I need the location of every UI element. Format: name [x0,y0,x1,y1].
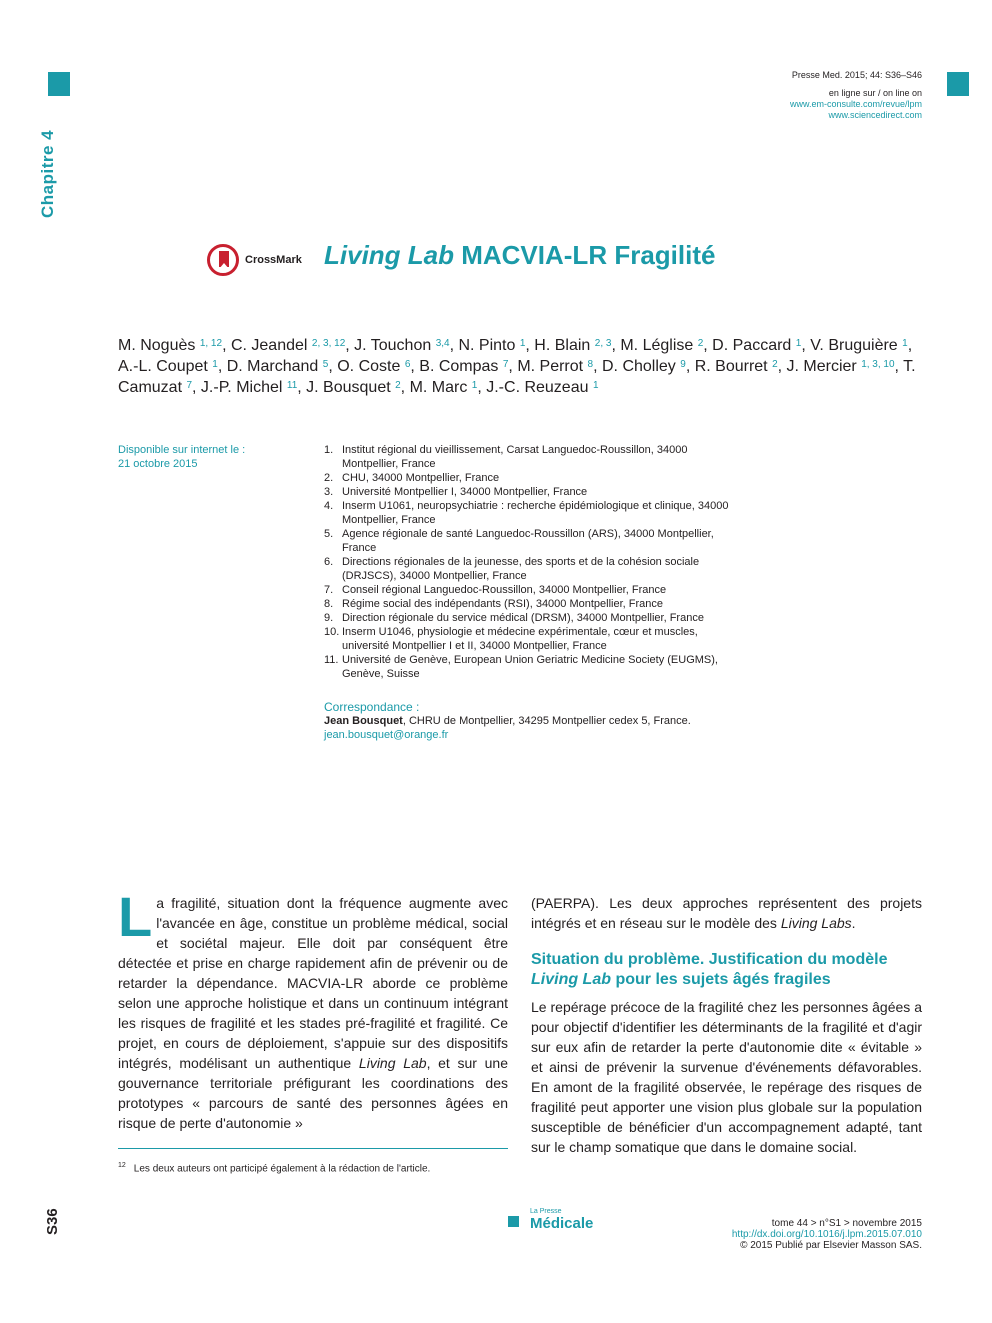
author-name: J. Touchon [354,337,436,354]
section-paragraph: Le repérage précoce de la fragilité chez les personnes âgées a pour objectif d'identifier les déterminants de la fragilité et d'agir sur eux afin de retarder la perte d'autonomie dite « évitable » et ainsi de prévenir la survenue d'événements défavorables. En amont de la fragilité observée, le repérage des risques de fragilité peut apporter une vision plus globale sur la population susceptible de bénéficier d'un accompagnement adapté, tant sur le champ somatique que dans le domaine social. [531,999,922,1155]
author-affiliation-ref: 2, 3, 12 [311,338,346,349]
affiliation-item [324,485,744,499]
footer-info [732,1218,922,1251]
logo-big-text: Médicale [530,1215,594,1232]
crossmark-label: CrossMark [245,254,302,266]
body-column-left [118,885,509,1133]
author-name: M. Léglise [620,337,698,354]
corner-square-left [48,72,70,96]
crossmark-badge[interactable] [205,240,315,282]
author-name: O. Coste [337,358,405,375]
dropcap: L [118,885,153,948]
author-name: M. Marc [409,379,472,396]
author-affiliation-ref: 1 [212,359,218,370]
corner-square-right [947,72,969,96]
author-affiliation-ref: 7 [186,380,193,391]
section-heading [531,950,922,990]
author-affiliation-ref: 1, 3, 10 [861,359,895,370]
author-affiliation-ref: 1 [902,338,908,349]
author [201,379,297,396]
affiliation-text: Agence régionale de santé Languedoc-Roussillon (ARS), 34000 Montpellier, France [342,528,714,554]
author [231,337,345,354]
author [712,337,801,354]
correspondence-address [324,714,691,728]
author [306,379,401,396]
chapter-text: Chapitre 4 [38,129,57,218]
affiliation-text: Régime social des indépendants (RSI), 34000 Montpellier, France [342,598,664,610]
author-affiliation-ref: 6 [404,359,411,370]
author-list: M. Noguès $^{1, 12}$, C. Jeandel $^{2, 3, 12}$, J. Touchon $^{3,4}$, N. Pinto $^1$, H. Blain $^{2, 3}$, M. Léglise $^2$, D. Paccard $^1$, V. Bruguière $^1$, A.-L. Coupet $^1$, D. Marchand $^5$, O. Coste $^6$, B. Compas $^7$, M. Perrot $^8$, D. Cholley $^9$, R. Bourret $^2$, J. Mercier $^{1, 3, 10}$, T. Camuzat $^7$, J.-P. Michel $^{11}$, J. Bousquet $^2$, M. Marc $^1$, J.-C. Reuzeau $^1$ [118,337,916,396]
crossmark-icon [207,244,239,276]
journal-url-sd[interactable]: www.sciencedirect.com [828,110,922,120]
affiliation-item [324,625,744,653]
author-name: M. Noguès [118,337,200,354]
affiliation-text: CHU, 34000 Montpellier, France [342,472,500,484]
affiliation-item [324,583,744,597]
intro-paragraph [118,885,509,1133]
author-name: H. Blain [534,337,595,354]
correspondence-label: Correspondance : [324,700,420,714]
correspondence-name: Jean Bousquet [324,715,403,727]
author [695,358,778,375]
heading-text-b: pour les sujets âgés fragiles [611,971,831,988]
affiliation-item [324,597,744,611]
page-number-text: S36 [44,1208,61,1235]
intro-text-end: , et sur une gouvernance territoriale préfigurant les coordinations des prototypes « parcours de santé des personnes âgées en risque de perte d'autonomie » [118,1055,509,1131]
chapter-label [38,118,78,218]
author-name: V. Bruguière [810,337,903,354]
intro-text: a fragilité, situation dont la fréquence augmente avec l'avancée en âge, constitue un problème médical, social et sociétal majeur. Elle doit par conséquent être détectée et prise en charge rapidement afin de prévenir ou de retarder la dépendance. MACVIA-LR aborde ce problème selon une approche holistique et dans un continuum intégrant les risques de fragilité et les stades pré-fragilité et fragilité. Ce projet, en cours de déploiement, s'appuie sur des dispositifs intégrés, modélisant un authentique [118,895,508,1071]
journal-logo [508,1208,618,1232]
footnote-text: Les deux auteurs ont participé également à la rédaction de l'article. [133,1163,431,1175]
author-name: D. Marchand [226,358,323,375]
affiliation-list [324,443,744,681]
affiliation-item [324,555,744,583]
author-affiliation-ref: 1, 12 [199,338,223,349]
affiliation-text: Institut régional du vieillissement, Carsat Languedoc-Roussillon, 34000 Montpellier, France [342,444,688,470]
author [337,358,410,375]
author-affiliation-ref: 5 [322,359,329,370]
article-title [324,240,715,271]
author-name: D. Paccard [712,337,796,354]
availability-label: Disponible sur internet le : [118,444,246,456]
page-number [44,1203,64,1243]
journal-info [790,70,922,121]
author-name: M. Perrot [517,358,588,375]
author [354,337,449,354]
affiliation-text: Direction régionale du service médical (DRSM), 34000 Montpellier, France [342,612,704,624]
affiliation-item [324,527,744,555]
affiliation-number: 11. [324,654,339,666]
author-name: A.-L. Coupet [118,358,213,375]
author-affiliation-ref: 1 [795,338,802,349]
author-name: R. Bourret [694,358,773,375]
author-affiliation-ref: 3,4 [435,338,450,349]
author-name: D. Cholley [602,358,681,375]
author-affiliation-ref: 1 [519,338,526,349]
paerpa-text: (PAERPA). Les deux approches représentent des projets intégrés et en réseau sur le modèle des [531,895,922,931]
heading-text-a: Situation du problème. Justification du modèle [531,951,888,968]
author-affiliation-ref: 1 [471,380,478,391]
correspondence-street: , CHRU de Montpellier, 34295 Montpellier cedex 5, France. [402,715,691,727]
author-name: J. Mercier [786,358,862,375]
paerpa-italic: Living Labs [780,915,852,931]
affiliation-number: 3. [324,486,334,498]
author [227,358,329,375]
affiliation-item [324,471,744,485]
author-affiliation-ref: 8 [587,359,594,370]
author [118,358,218,375]
author [602,358,686,375]
author-name: J.-C. Reuzeau [486,379,593,396]
logo-square-icon [508,1216,519,1227]
author-name: C. Jeandel [230,337,312,354]
affiliation-number: 10. [324,626,340,638]
affiliation-text: Université de Genève, European Union Geriatric Medicine Society (EUGMS), Genève, Suisse [342,654,718,680]
author-affiliation-ref: 2, 3 [594,338,612,349]
affiliation-number: 8. [324,598,334,610]
affiliation-text: Conseil régional Languedoc-Roussillon, 34000 Montpellier, France [342,584,667,596]
footer-doi[interactable]: http://dx.doi.org/10.1016/j.lpm.2015.07.010 [731,1229,922,1240]
affiliation-number: 9. [324,612,334,624]
affiliation-item [324,443,744,471]
affiliation-number: 2. [324,472,334,484]
paerpa-end: . [851,915,856,931]
footnote-mark: 12 [118,1162,126,1169]
author-name: J.-P. Michel [200,379,287,396]
author [419,358,508,375]
affiliation-number: 4. [324,500,334,512]
logo-small-text: La Presse [530,1208,562,1215]
author-name: N. Pinto [458,337,520,354]
correspondence-email[interactable]: jean.bousquet@orange.fr [324,729,449,741]
affiliation-text: Inserm U1046, physiologie et médecine expérimentale, cœur et muscles, université Montpellier I et II, 34000 Montpellier, France [342,626,698,652]
availability [118,443,245,471]
author [620,337,703,354]
author-affiliation-ref: 7 [502,359,509,370]
author [534,337,611,354]
paerpa-paragraph [531,893,922,933]
author [517,358,593,375]
affiliation-item [324,653,744,681]
affiliation-number: 6. [324,556,334,568]
author-name: T. Camuzat [118,358,916,396]
author [787,358,895,375]
footer-issue: tome 44 > n°S1 > novembre 2015 [771,1218,922,1229]
author [458,337,525,354]
author-affiliation-ref: 9 [680,359,686,370]
affiliation-number: 7. [324,584,334,596]
heading-italic: Living Lab [531,971,611,988]
author-affiliation-ref: 2 [395,380,401,391]
body-column-right [531,893,922,1157]
footnote-divider [118,1148,508,1149]
author [410,379,478,396]
author [486,379,598,396]
author [810,337,907,354]
author-affiliation-ref: 11 [286,380,298,391]
affiliation-item [324,611,744,625]
footer-copyright: © 2015 Publié par Elsevier Masson SAS. [740,1240,922,1251]
affiliation-item [324,499,744,527]
journal-url-em[interactable]: www.em-consulte.com/revue/lpm [789,99,922,109]
affiliation-text: Inserm U1061, neuropsychiatrie : recherche épidémiologique et clinique, 34000 Montpellier, France [342,500,729,526]
intro-italic: Living Lab [358,1055,427,1071]
affiliation-number: 1. [324,444,334,456]
online-label: en ligne sur / on line on [828,88,922,98]
correspondence [324,700,691,742]
author-affiliation-ref: 1 [592,380,599,391]
availability-date: 21 octobre 2015 [118,458,198,470]
author-name: B. Compas [419,358,503,375]
author-affiliation-ref: 2 [697,338,704,349]
author-affiliation-ref: 2 [772,359,778,370]
author [118,337,222,354]
footnote [118,1162,430,1174]
affiliation-number: 5. [324,528,334,540]
journal-citation: Presse Med. 2015; 44: S36–S46 [791,70,922,80]
title-italic: Living Lab [324,240,454,270]
affiliation-text: Université Montpellier I, 34000 Montpellier, France [342,486,588,498]
title-rest: MACVIA-LR Fragilité [454,240,716,270]
author-name: J. Bousquet [306,379,396,396]
affiliation-text: Directions régionales de la jeunesse, des sports et de la cohésion sociale (DRJSCS), 34000 Montpellier, France [342,556,700,582]
